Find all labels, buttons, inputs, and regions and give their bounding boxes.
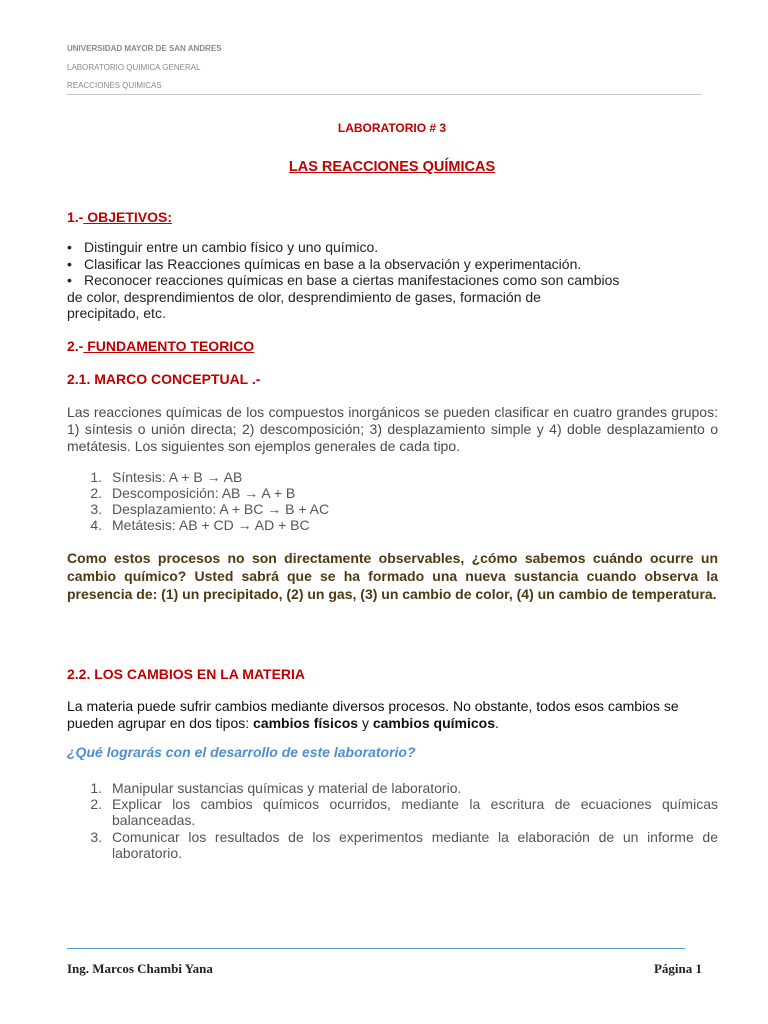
list-number: 1. xyxy=(90,469,102,485)
list-text: Descomposición: AB → A + B xyxy=(112,485,296,501)
lab-number: LABORATORIO # 3 xyxy=(337,121,447,135)
list-text: Explicar los cambios químicos ocurridos, mediante la escritura de ecuaciones químicas balanceadas. xyxy=(112,796,718,828)
list-text: Desplazamiento: A + BC → B + AC xyxy=(112,501,330,517)
cambios-line-end: . xyxy=(495,715,499,731)
objective-continuation: precipitado, etc. xyxy=(67,305,166,321)
header-lab-name: LABORATORIO QUIMICA GENERAL xyxy=(67,63,201,72)
cambios-line-1: La materia puede sufrir cambios mediante diversos procesos. No obstante, todos esos cambios se xyxy=(67,698,679,714)
cambios-fisicos-term: cambios físicos xyxy=(253,715,359,731)
bullet-icon: • xyxy=(67,239,72,255)
reaction-type-item xyxy=(88,517,718,533)
cambios-quimicos-term: cambios químicos xyxy=(372,715,496,731)
list-number: 2. xyxy=(90,796,102,812)
list-number: 3. xyxy=(90,501,102,517)
goal-item xyxy=(88,796,718,828)
reaction-type-item xyxy=(88,501,718,517)
cambios-line-2-start: pueden agrupar en dos tipos: xyxy=(67,715,254,731)
list-number: 1. xyxy=(90,780,102,796)
header-university: UNIVERSIDAD MAYOR DE SAN ANDRES xyxy=(67,44,222,53)
list-text: Comunicar los resultados de los experimentos mediante la elaboración de un informe de laboratorio. xyxy=(112,829,718,861)
objective-item xyxy=(67,256,581,273)
cambios-line-2 xyxy=(67,715,718,732)
list-text: Metátesis: AB + CD → AD + BC xyxy=(112,517,310,533)
reaction-type-item xyxy=(88,485,718,501)
list-number: 3. xyxy=(90,829,102,845)
fundamento-prefix: 2.- xyxy=(67,338,84,354)
footer-page-number: Página 1 xyxy=(653,961,702,976)
cambios-heading: 2.2. LOS CAMBIOS EN LA MATERIA xyxy=(67,666,306,682)
fundamento-heading-text: FUNDAMENTO TEORICO xyxy=(83,338,255,354)
list-number: 2. xyxy=(90,485,102,501)
list-text: Manipular sustancias químicas y material de laboratorio. xyxy=(112,780,462,796)
objectives-heading xyxy=(67,209,172,225)
objective-text: Clasificar las Reacciones químicas en base a la observación y experimentación. xyxy=(84,256,582,272)
cambios-connector: y xyxy=(358,715,373,731)
header-divider xyxy=(67,94,702,95)
marco-paragraph: Las reacciones químicas de los compuestos inorgánicos se pueden clasificar en cuatro grandes grupos: 1) síntesis o unión directa; 2) descomposición; 3) desplazamiento simple y 4) doble desplazamiento o metátesis. Los siguientes son ejemplos generales de cada tipo. xyxy=(67,404,718,454)
document-title: LAS REACCIONES QUÍMICAS xyxy=(288,159,496,175)
marco-heading: 2.1. MARCO CONCEPTUAL .- xyxy=(67,371,261,387)
goal-item xyxy=(88,829,718,861)
bullet-icon: • xyxy=(67,272,72,288)
lab-question: ¿Qué lograrás con el desarrollo de este laboratorio? xyxy=(67,744,416,760)
objectives-heading-text: OBJETIVOS: xyxy=(83,209,173,225)
footer-author: Ing. Marcos Chambi Yana xyxy=(67,961,213,976)
bullet-icon: • xyxy=(67,256,72,272)
objective-text: Reconocer reacciones químicas en base a ciertas manifestaciones como son cambios xyxy=(84,272,620,288)
fundamento-heading xyxy=(67,338,254,354)
list-number: 4. xyxy=(90,517,102,533)
footer-divider xyxy=(67,948,685,949)
objective-item xyxy=(67,272,619,289)
observation-paragraph: Como estos procesos no son directamente observables, ¿cómo sabemos cuándo ocurre un cambio químico? Usted sabrá que se ha formado una nueva sustancia cuando observa la presencia de: (1) un precipitado, (2) un gas, (3) un cambio de color, (4) un cambio de temperatura. xyxy=(67,550,718,602)
reaction-type-item xyxy=(88,469,718,485)
cambios-paragraph xyxy=(67,698,718,732)
objective-text: Distinguir entre un cambio físico y uno químico. xyxy=(84,239,379,255)
objective-item xyxy=(67,239,378,256)
objective-continuation: de color, desprendimientos de olor, desprendimiento de gases, formación de xyxy=(67,289,541,305)
header-topic: REACCIONES QUIMICAS xyxy=(67,81,162,90)
objectives-prefix: 1.- xyxy=(67,209,84,225)
list-text: Síntesis: A + B → AB xyxy=(112,469,243,485)
goal-item xyxy=(88,780,718,796)
